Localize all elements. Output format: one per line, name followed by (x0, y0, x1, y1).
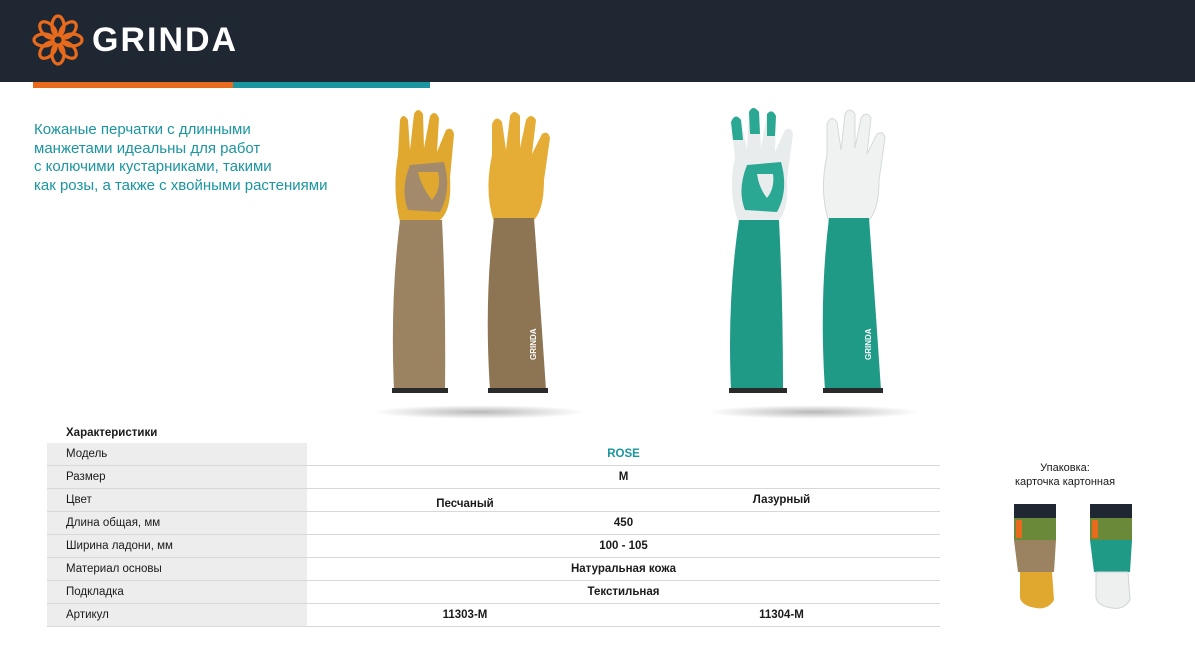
packaging-title: Упаковка: (1040, 462, 1090, 474)
spec-row-length (47, 512, 940, 535)
product-glove-azure-image (705, 100, 925, 430)
spec-row-lining (47, 581, 940, 604)
packaging-sand-image (1008, 500, 1064, 612)
spec-label: Подкладка (47, 581, 307, 603)
packaging-caption (1000, 461, 1130, 489)
spec-value-azure: 11304-M (759, 609, 804, 621)
specs-table (47, 423, 940, 627)
spec-value: ROSE (607, 448, 640, 460)
spec-value: Текстильная (587, 586, 660, 598)
spec-label: Длина общая, мм (47, 512, 307, 534)
glove-shadow (372, 405, 587, 419)
glove-shadow (706, 405, 921, 419)
glove-brand-stamp: GRINDA (529, 328, 538, 360)
spec-value-azure: Лазурный (752, 494, 811, 506)
spec-value: M (618, 471, 629, 483)
brand-name: GRINDA (92, 21, 239, 59)
spec-row-article (47, 604, 940, 627)
spec-row-model (47, 443, 940, 466)
product-glove-sand-image (370, 100, 590, 430)
spec-label: Размер (47, 466, 307, 488)
spec-label: Материал основы (47, 558, 307, 580)
spec-row-size (47, 466, 940, 489)
spec-value-sand: 11303-M (442, 609, 488, 621)
product-description: Кожаные перчатки с длинными манжетами идеальны для работ с колючими кустарниками, такими как розы, а также с хвойными растениями (34, 121, 328, 194)
spec-row-color (47, 489, 940, 512)
packaging-azure-image (1084, 500, 1140, 612)
spec-row-material (47, 558, 940, 581)
brand-logo (32, 14, 238, 66)
flower-logo-icon (32, 14, 84, 66)
spec-value: Натуральная кожа (570, 563, 677, 575)
spec-value: 100 - 105 (599, 540, 648, 552)
spec-row-palm-width (47, 535, 940, 558)
accent-line-orange (33, 82, 233, 88)
spec-label: Ширина ладони, мм (47, 535, 307, 557)
spec-label: Модель (47, 443, 307, 465)
spec-label: Цвет (47, 489, 307, 511)
packaging-subtitle: карточка картонная (1014, 476, 1116, 488)
specs-heading: Характеристики (66, 427, 158, 439)
spec-value-sand: Песчаный (436, 498, 494, 510)
accent-line-teal (233, 82, 430, 88)
spec-value: 450 (613, 517, 634, 529)
spec-label: Артикул (47, 604, 307, 626)
glove-brand-stamp: GRINDA (864, 328, 873, 360)
